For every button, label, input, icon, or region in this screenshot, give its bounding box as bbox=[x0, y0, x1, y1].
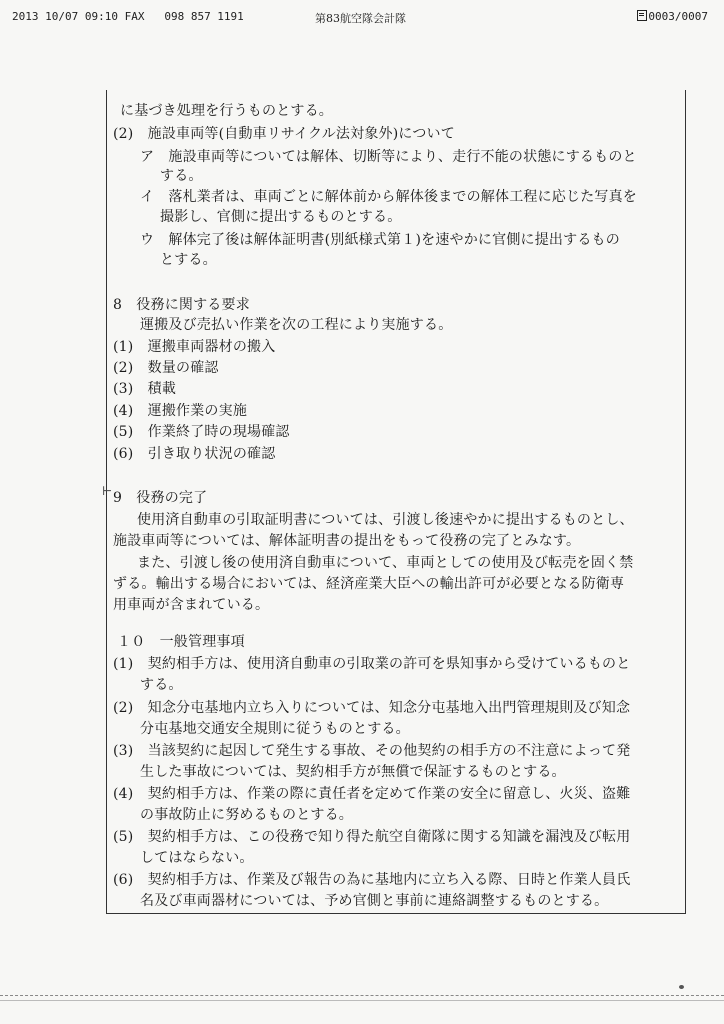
text-line: 分屯基地交通安全規則に従うものとする。 bbox=[140, 721, 410, 737]
section-heading: (2) 施設車両等(自動車リサイクル法対象外)について bbox=[113, 126, 455, 142]
list-item: (2) 知念分屯基地内立ち入りについては、知念分屯基地入出門管理規則及び知念 bbox=[113, 700, 631, 716]
text-line: してはならない。 bbox=[140, 850, 254, 866]
text-line: ウ 解体完了後は解体証明書(別紙様式第１)を速やかに官側に提出するもの bbox=[140, 232, 620, 248]
text-line: 使用済自動車の引取証明書については、引渡し後速やかに提出するものとし、 bbox=[137, 512, 634, 528]
text-line: 撮影し、官側に提出するものとする。 bbox=[160, 209, 402, 225]
fold-mark: ⊢ bbox=[102, 484, 113, 498]
fax-number: 098 857 1191 bbox=[164, 10, 244, 23]
text-line: の事故防止に努めるものとする。 bbox=[140, 807, 353, 823]
text-line: 生した事故については、契約相手方が無償で保証するものとする。 bbox=[140, 764, 566, 780]
list-item: (1) 契約相手方は、使用済自動車の引取業の許可を県知事から受けているものと bbox=[113, 656, 631, 672]
list-item: (6) 引き取り状況の確認 bbox=[113, 446, 276, 462]
list-item: (5) 契約相手方は、この役務で知り得た航空自衛隊に関する知識を漏洩及び転用 bbox=[113, 829, 631, 845]
text-line: 施設車両等については、解体証明書の提出をもって役務の完了とみなす。 bbox=[113, 533, 581, 549]
text-line: 名及び車両器材については、予め官側と事前に連絡調整するものとする。 bbox=[140, 893, 609, 909]
list-item: (3) 当該契約に起因して発生する事故、その他契約の相手方の不注意によって発 bbox=[113, 743, 631, 759]
fax-datetime: 2013 10/07 09:10 FAX 098 857 1191 bbox=[12, 10, 244, 23]
section-heading: １０ 一般管理事項 bbox=[117, 634, 245, 650]
page-icon bbox=[637, 10, 647, 21]
text-line: イ 落札業者は、車両ごとに解体前から解体後までの解体工程に応じた写真を bbox=[140, 189, 637, 205]
text-line: に基づき処理を行うものとする。 bbox=[120, 103, 333, 119]
text-line: する。 bbox=[140, 677, 183, 693]
fax-page-indicator: 0003/0007 bbox=[637, 10, 708, 23]
text-line: 用車両が含まれている。 bbox=[113, 597, 270, 613]
text-line: する。 bbox=[160, 168, 203, 184]
text-line: ア 施設車両等については解体、切断等により、走行不能の状態にするものと bbox=[140, 149, 637, 165]
text-line: 運搬及び売払い作業を次の工程により実施する。 bbox=[140, 317, 453, 333]
list-item: (4) 運搬作業の実施 bbox=[113, 403, 248, 419]
list-item: (2) 数量の確認 bbox=[113, 360, 219, 376]
fax-header bbox=[0, 10, 724, 28]
section-heading: 8 役務に関する要求 bbox=[113, 297, 250, 313]
scan-edge-line bbox=[0, 1000, 724, 1001]
list-item: (4) 契約相手方は、作業の際に責任者を定めて作業の安全に留意し、火災、盗難 bbox=[113, 786, 631, 802]
section-heading: 9 役務の完了 bbox=[113, 490, 208, 506]
scan-speck bbox=[679, 985, 684, 989]
text-line: また、引渡し後の使用済自動車について、車両としての使用及び転売を固く禁 bbox=[137, 555, 634, 571]
list-item: (1) 運搬車両器材の搬入 bbox=[113, 339, 276, 355]
text-line: とする。 bbox=[160, 252, 217, 268]
list-item: (5) 作業終了時の現場確認 bbox=[113, 424, 290, 440]
fax-sender: 第83航空隊会計隊 bbox=[315, 12, 406, 25]
list-item: (3) 積載 bbox=[113, 381, 177, 397]
text-line: ずる。輸出する場合においては、経済産業大臣への輸出許可が必要となる防衛専 bbox=[113, 576, 625, 592]
list-item: (6) 契約相手方は、作業及び報告の為に基地内に立ち入る際、日時と作業人員氏 bbox=[113, 872, 631, 888]
scan-edge-line bbox=[0, 995, 724, 996]
